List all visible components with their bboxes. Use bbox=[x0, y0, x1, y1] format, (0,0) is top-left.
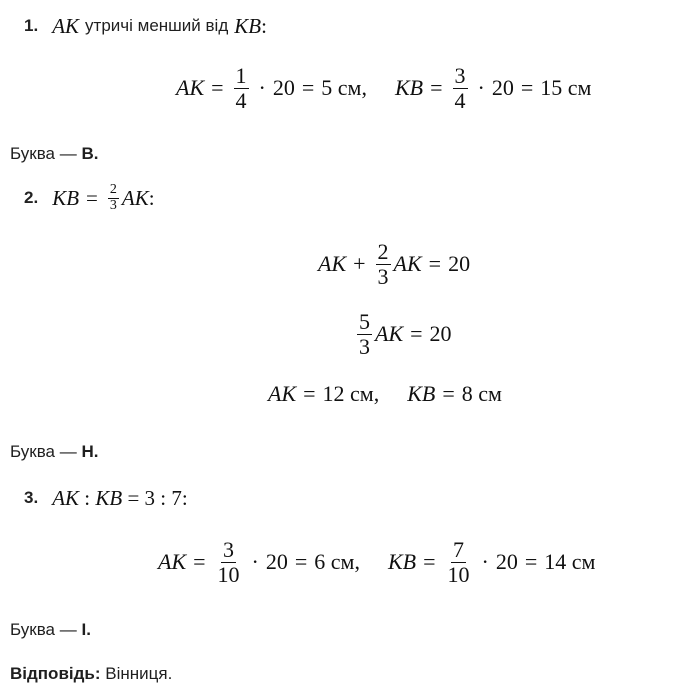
item-2-heading-formula: KB = $\frac{2}{3}$ AK : bbox=[52, 181, 155, 213]
item-number: 1. bbox=[24, 16, 39, 35]
letter-label: Буква — bbox=[10, 442, 77, 461]
item-1-heading-text: утричі менший від bbox=[85, 16, 229, 35]
item-number: 2. bbox=[24, 188, 39, 207]
item-1-letter-line bbox=[10, 144, 98, 164]
item-1-heading bbox=[24, 10, 267, 42]
item-3-heading-formula: AK : KB = 3 : 7: bbox=[52, 485, 188, 510]
segment-kb: KB: bbox=[234, 13, 267, 38]
item-1-result-kb: 15 см bbox=[540, 75, 592, 100]
answer-line bbox=[10, 664, 172, 684]
item-2-equation-2: $\frac{5}{3}$ AK = 20 bbox=[359, 309, 452, 359]
letter-label: Буква — bbox=[10, 144, 77, 163]
item-2-result-kb: 8 см bbox=[461, 381, 502, 406]
item-number: 3. bbox=[24, 488, 39, 507]
letter-value: В. bbox=[81, 144, 99, 163]
item-1-result-ak: 5 см bbox=[321, 75, 362, 100]
item-3-result-ak: 6 см, bbox=[314, 549, 360, 574]
letter-value: Н. bbox=[81, 442, 99, 461]
item-2-equation-1: AK + $\frac{2}{3}$ AK = 20 bbox=[318, 239, 471, 289]
letter-label: Буква — bbox=[10, 620, 77, 639]
answer-label: Відповідь: bbox=[10, 664, 101, 683]
item-2-heading bbox=[24, 178, 155, 218]
item-2-result-ak: 12 см, bbox=[322, 381, 380, 406]
letter-value: І. bbox=[81, 620, 91, 639]
item-3-heading bbox=[24, 482, 188, 514]
item-3-letter-line bbox=[10, 620, 91, 640]
item-3-equation: AK = $\frac{3}{10}$ · 20 = 6 см, KB = $\frac{7}{10}$ · 20 = 14 см bbox=[158, 537, 596, 587]
item-3-result-kb: 14 см bbox=[544, 549, 596, 574]
answer-value: Вінниця. bbox=[105, 664, 173, 683]
segment-ak: AK bbox=[52, 13, 80, 38]
item-2-equation-3: AK = 12 см, KB = 8 см bbox=[268, 381, 502, 406]
item-2-letter-line bbox=[10, 442, 98, 462]
item-1-equation: AK = $\frac{1}{4}$ · 20 = 5 см , KB = $\frac{3}{4}$ · 20 = 15 см bbox=[176, 63, 592, 113]
